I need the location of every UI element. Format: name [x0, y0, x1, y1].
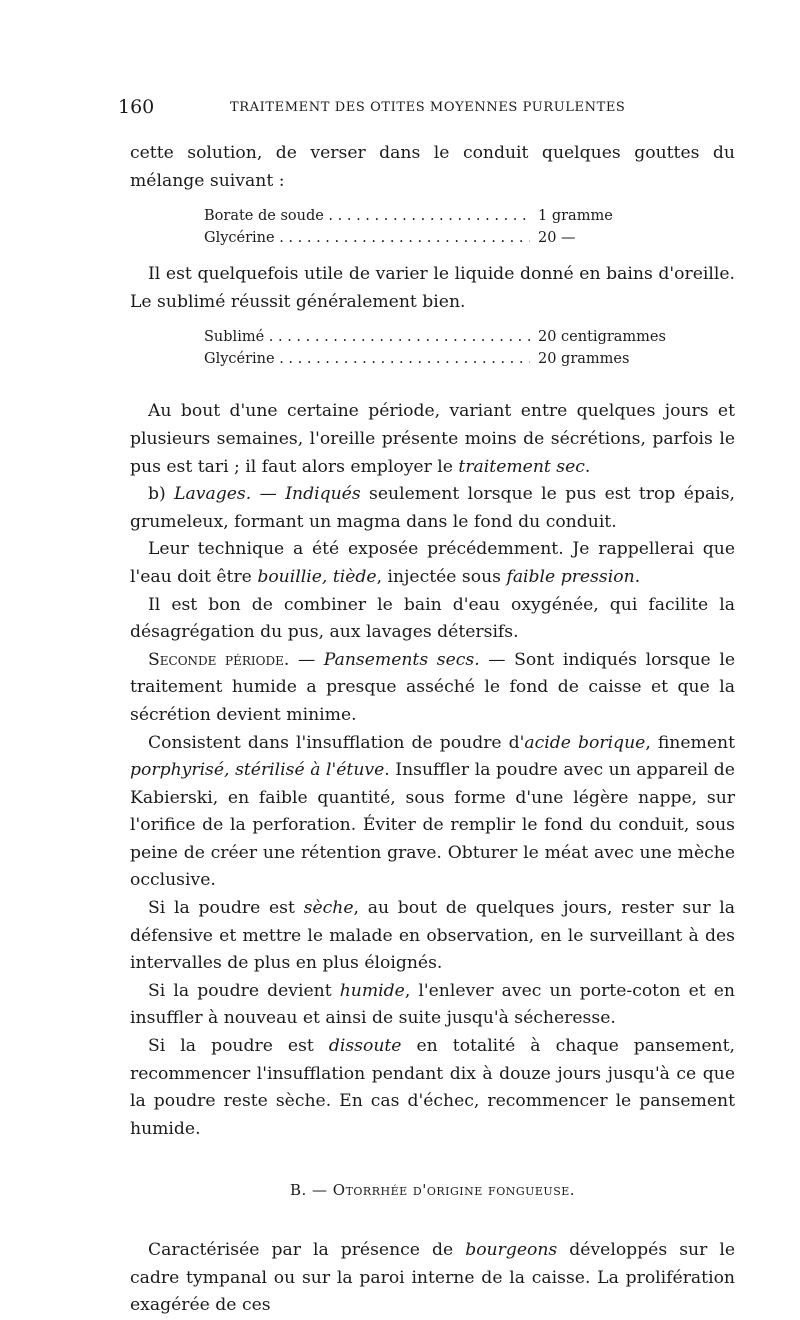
paragraph-continuation: cette solution, de verser dans le conduit quelques gouttes du mélange suivant :: [130, 143, 735, 191]
section-heading: B. — Otorrhée d'origine fongueuse.: [289, 1181, 576, 1200]
recipe-borate: [204, 205, 735, 249]
recipe-sublime: [204, 326, 735, 370]
emphasis: porphyrisé, stérilisé à l'étuve: [130, 760, 385, 781]
paragraph-bain: Il est bon de combiner le bain d'eau oxygénée, qui facilite la désagrégation du pus, aux lavages détersifs.: [130, 594, 735, 643]
emphasis: sèche: [303, 898, 354, 919]
emphasis: bourgeons: [465, 1240, 558, 1260]
page-body: [130, 140, 735, 1320]
recipe-line: [204, 205, 735, 227]
running-title: TRAITEMENT DES OTITES MOYENNES PURULENTES: [230, 100, 626, 115]
ingredient-name: Glycérine . . .: [204, 227, 530, 249]
page-number: 160: [118, 96, 155, 118]
ingredient-quantity: 20 —: [538, 230, 576, 247]
emphasis: Pansements secs.: [323, 649, 480, 670]
ingredient-name: Glycérine . . .: [204, 348, 530, 370]
paragraph-technique: Leur technique a été exposée précédemment. Je rappellerai que l'eau doit être bouillie, tiède, injectée sous faible pression.: [130, 539, 735, 587]
ingredient-quantity: 20 centigrammes: [538, 329, 666, 346]
paragraph-seconde-periode: Seconde période. — Pansements secs. — Sont indiqués lorsque le traitement humide a presque asséché le fond de caisse et que la sécrétion devient minime.: [130, 649, 735, 725]
recipe-line: [204, 348, 735, 370]
ingredient-name: Sublimé . . .: [204, 326, 530, 348]
paragraph-poudre-seche: Si la poudre est sèche, au bout de quelques jours, rester sur la défensive et mettre le malade en observation, en le surveillant à des intervalles de plus en plus éloignés.: [130, 898, 736, 974]
emphasis: faible pression: [506, 566, 635, 587]
paragraph-poudre-dissoute: Si la poudre est dissoute en totalité à chaque pansement, recommencer l'insufflation pendant dix à douze jours jusqu'à ce que la poudre reste sèche. En cas d'échec, recommencer le pansement humide.: [130, 1036, 735, 1139]
emphasis: humide: [339, 980, 405, 1001]
emphasis: bouillie, tiède: [257, 566, 377, 587]
paragraph-varier: Il est quelquefois utile de varier le liquide donné en bains d'oreille. Le sublimé réussit généralement bien.: [130, 264, 735, 312]
period-heading: Seconde période.: [148, 649, 290, 670]
paragraph-poudre-humide: Si la poudre devient humide, l'enlever avec un porte-coton et en insuffler à nouveau et ainsi de suite jusqu'à sécheresse.: [130, 980, 735, 1029]
ingredient-quantity: 1 gramme: [538, 208, 613, 225]
emphasis: traitement sec: [458, 456, 585, 477]
ingredient-quantity: 20 grammes: [538, 351, 630, 368]
emphasis: Lavages. — Indiqués: [174, 484, 361, 505]
paragraph-insufflation: Consistent dans l'insufflation de poudre d'acide borique, finement porphyrisé, stérilisé à l'étuve. Insuffler la poudre avec un appareil de Kabierski, en faible quantité, sous forme d'une légère nappe, sur l'orifice de la perforation. Éviter de remplir le fond du conduit, sous peine de créer une rétention grave. Obturer le méat avec une mèche occlusive.: [130, 732, 735, 891]
emphasis: acide borique: [524, 732, 646, 753]
recipe-line: [204, 227, 735, 249]
paragraph-fongueuse: Caractérisée par la présence de bourgeons développés sur le cadre tympanal ou sur la paroi interne de la caisse. La prolifération exagérée de ces: [130, 1240, 735, 1316]
page-header: [118, 96, 738, 120]
emphasis: dissoute: [328, 1036, 402, 1057]
paragraph-lavages: b) Lavages. — Indiqués seulement lorsque le pus est trop épais, grumeleux, formant un magma dans le fond du conduit.: [130, 484, 735, 532]
paragraph-periode: Au bout d'une certaine période, variant entre quelques jours et plusieurs semaines, l'oreille présente moins de sécrétions, parfois le pus est tari ; il faut alors employer le traitement sec.: [130, 401, 735, 477]
ingredient-name: Borate de soude . . .: [204, 205, 530, 227]
recipe-line: [204, 326, 735, 348]
